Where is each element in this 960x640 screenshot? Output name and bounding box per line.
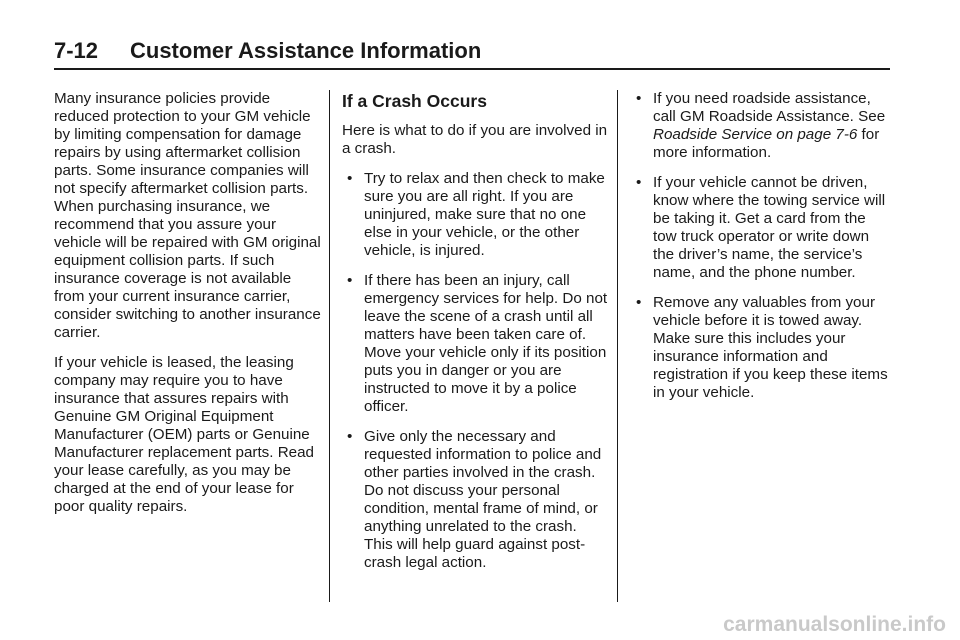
list-item: • If you need roadside assistance, call GM Roadside Assistance. See Roadside Service on page 7-6 for more information. [636,90,886,161]
list-item: • Give only the necessary and requested information to police and other parties involved in the crash. Do not discuss your personal condition, mental frame of mind, or anything unrelated to the crash. This will help guard against post-crash legal action. [347,428,602,571]
column-divider-1 [329,90,330,602]
crash-heading: If a Crash Occurs [342,91,487,111]
list-item: • Try to relax and then check to make sure you are all right. If you are uninjured, make sure that no one else in your vehicle, or the other vehicle, is injured. [347,170,605,259]
list-item: • If there has been an injury, call emergency services for help. Do not leave the scene of a crash until all matters have been taken care of. Move your vehicle only if its position puts you in danger or you are instructed to move it by a police officer. [347,272,608,415]
column-divider-2 [617,90,618,602]
list-item: • If your vehicle cannot be driven, know where the towing service will be taking it. Get a card from the tow truck operator or write down the driver’s name, the service’s name, and the phone number. [636,174,886,281]
insurance-paragraph: Many insurance policies provide reduced protection to your GM vehicle by limiting compensation for damage repairs by using aftermarket collision parts. Some insurance companies will not specify aftermarket collision parts. When purchasing insurance, we recommend that you assure your vehicle will be repaired with GM original equipment collision parts. If such insurance coverage is not available from your current insurance carrier, consider switching to another insurance carrier. [54,90,321,341]
bullet-icon: • [347,272,353,289]
roadside-list [631,90,891,402]
lease-paragraph: If your vehicle is leased, the leasing company may require you to have insurance that assures repairs with Genuine GM Original Equipment Manufacturer (OEM) parts or Genuine Manufacturer replacement parts. Read your lease carefully, as you may be charged at the end of your lease for poor quality repairs. [54,354,315,515]
list-item: • Remove any valuables from your vehicle before it is towed away. Make sure this includes your insurance information and registration if you keep these items in your vehicle. [636,294,888,401]
bullet-icon: • [347,428,353,445]
column-2 [342,90,608,584]
column-3 [631,90,891,414]
bullet-icon: • [636,174,642,191]
page-header [54,38,890,70]
page-number: 7-12 [54,38,99,63]
bullet-icon: • [636,294,642,311]
bullet-icon: • [347,170,353,187]
crash-intro: Here is what to do if you are involved in a crash. [342,122,608,157]
column-1 [54,90,322,528]
roadside-service-reference: Roadside Service on page 7-6 [653,126,858,143]
crash-steps-list [342,170,608,572]
bullet-icon: • [636,90,642,107]
watermark: carmanualsonline.info [723,613,946,636]
section-title: Customer Assistance Information [130,38,482,63]
